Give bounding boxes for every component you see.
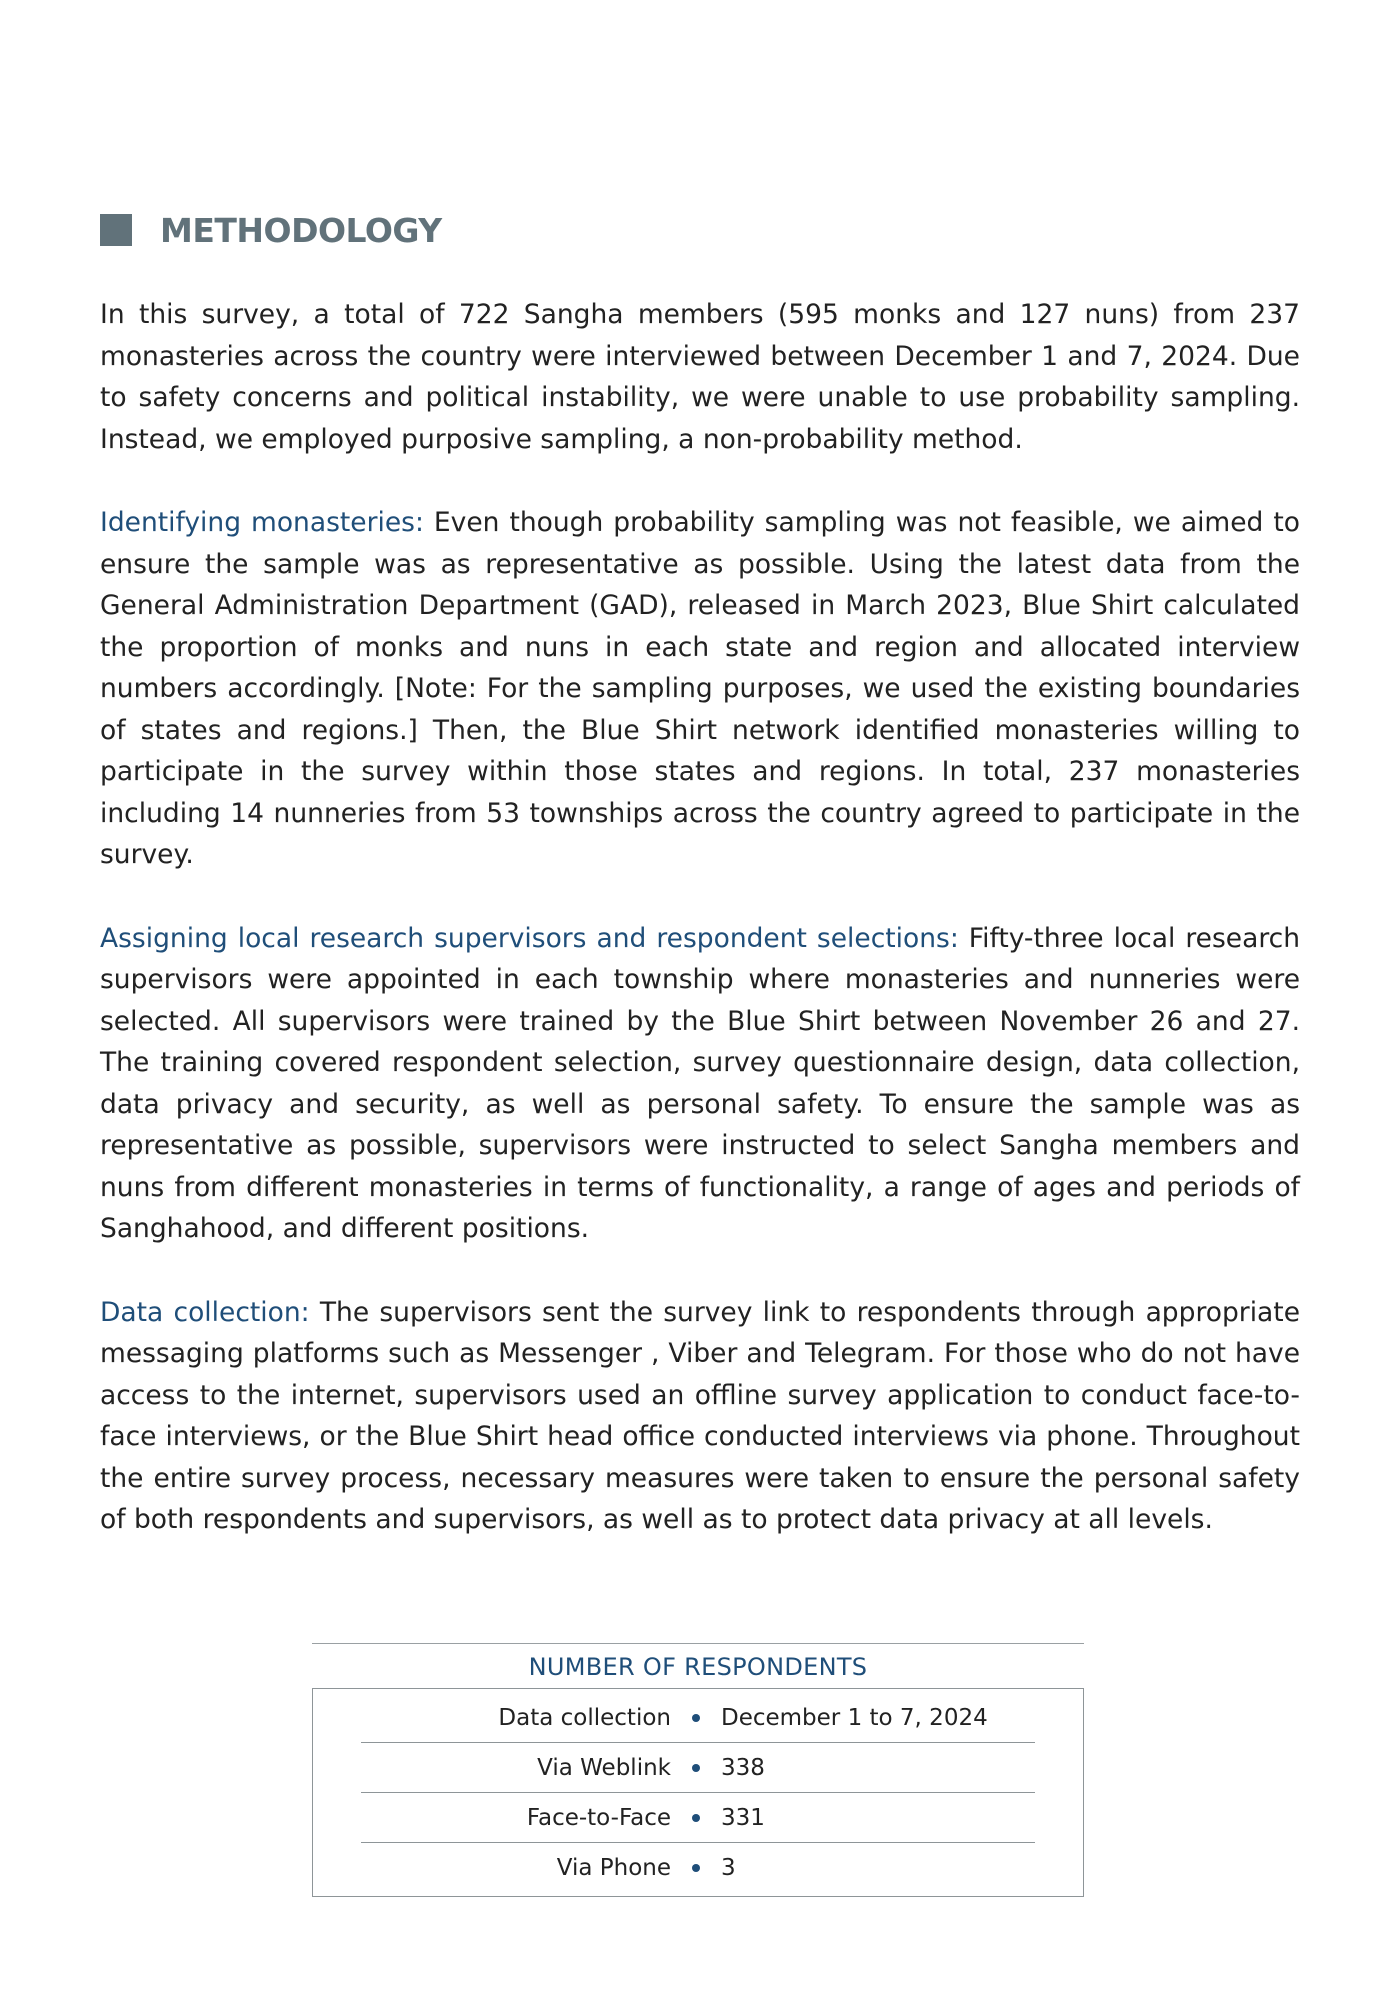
bullet-icon bbox=[671, 1814, 721, 1822]
bullet-icon bbox=[671, 1714, 721, 1722]
heading-square-marker bbox=[100, 214, 132, 246]
table-title: NUMBER OF RESPONDENTS bbox=[528, 1653, 868, 1681]
identifying-monasteries-text: Even though probability sampling was not feasible, we aimed to ensure the sample was as representative as possible. Using the latest data from the General Administration Department (GAD), released in March 2023, Blue Shirt calculated the proportion of monks and nuns in each state and region and allocated interview numbers accordingly. [Note: For the sampling purposes, we used the existing boundaries of states and regions.] Then, the Blue Shirt network identified monasteries willing to participate in the survey within those states and regions. In total, 237 monasteries including 14 nunneries from 53 townships across the country agreed to participate in the survey. bbox=[100, 507, 1300, 870]
table-row bbox=[361, 1793, 1035, 1843]
row-value: 338 bbox=[721, 1754, 765, 1781]
table-box bbox=[312, 1688, 1084, 1897]
row-label: Via Phone bbox=[556, 1854, 671, 1881]
data-collection-heading: Data collection: bbox=[100, 1296, 310, 1328]
table-row bbox=[361, 1693, 1035, 1743]
data-collection-paragraph bbox=[100, 1292, 1300, 1541]
intro-paragraph bbox=[100, 294, 1300, 460]
bullet-icon bbox=[671, 1864, 721, 1872]
intro-paragraph-text: In this survey, a total of 722 Sangha members (595 monks and 127 nuns) from 237 monasteries across the country were interviewed between December 1 and 7, 2024. Due to safety concerns and political instability, we were unable to use probability sampling. Instead, we employed purposive sampling, a non-probability method. bbox=[100, 299, 1300, 455]
supervisors-text: Fifty-three local research supervisors were appointed in each township where monasteries and nunneries were selected. All supervisors were trained by the Blue Shirt between November 26 and 27. The training covered respondent selection, survey questionnaire design, data collection, data privacy and security, as well as personal safety. To ensure the sample was as representative as possible, supervisors were instructed to select Sangha members and nuns from different monasteries in terms of functionality, a range of ages and periods of Sanghahood, and different positions. bbox=[100, 922, 1301, 1244]
section-title: METHODOLOGY bbox=[160, 210, 442, 250]
data-collection-text: The supervisors sent the survey link to respondents through appropriate messaging platforms such as Messenger , Viber and Telegram. For those who do not have access to the internet, supervisors used an offline survey application to conduct face-to-face interviews, or the Blue Shirt head office conducted interviews via phone. Throughout the entire survey process, necessary measures were taken to ensure the personal safety of both respondents and supervisors, as well as to protect data privacy at all levels. bbox=[100, 1296, 1300, 1535]
row-label: Via Weblink bbox=[537, 1754, 671, 1781]
table-row bbox=[361, 1843, 1035, 1892]
row-label: Face-to-Face bbox=[526, 1804, 671, 1831]
respondents-table bbox=[312, 1643, 1084, 1897]
row-value: 3 bbox=[721, 1854, 736, 1881]
supervisors-paragraph bbox=[100, 918, 1300, 1250]
identifying-monasteries-paragraph bbox=[100, 502, 1300, 876]
row-value: 331 bbox=[721, 1804, 765, 1831]
identifying-monasteries-heading: Identifying monasteries: bbox=[100, 507, 424, 538]
table-top-rule bbox=[312, 1643, 1084, 1644]
methodology-page bbox=[100, 210, 1300, 1583]
supervisors-heading: Assigning local research supervisors and respondent selections: bbox=[100, 922, 959, 954]
bullet-icon bbox=[671, 1764, 721, 1772]
table-row bbox=[361, 1743, 1035, 1793]
section-heading bbox=[100, 210, 1300, 250]
row-value: December 1 to 7, 2024 bbox=[721, 1704, 988, 1731]
row-label: Data collection bbox=[498, 1704, 671, 1731]
